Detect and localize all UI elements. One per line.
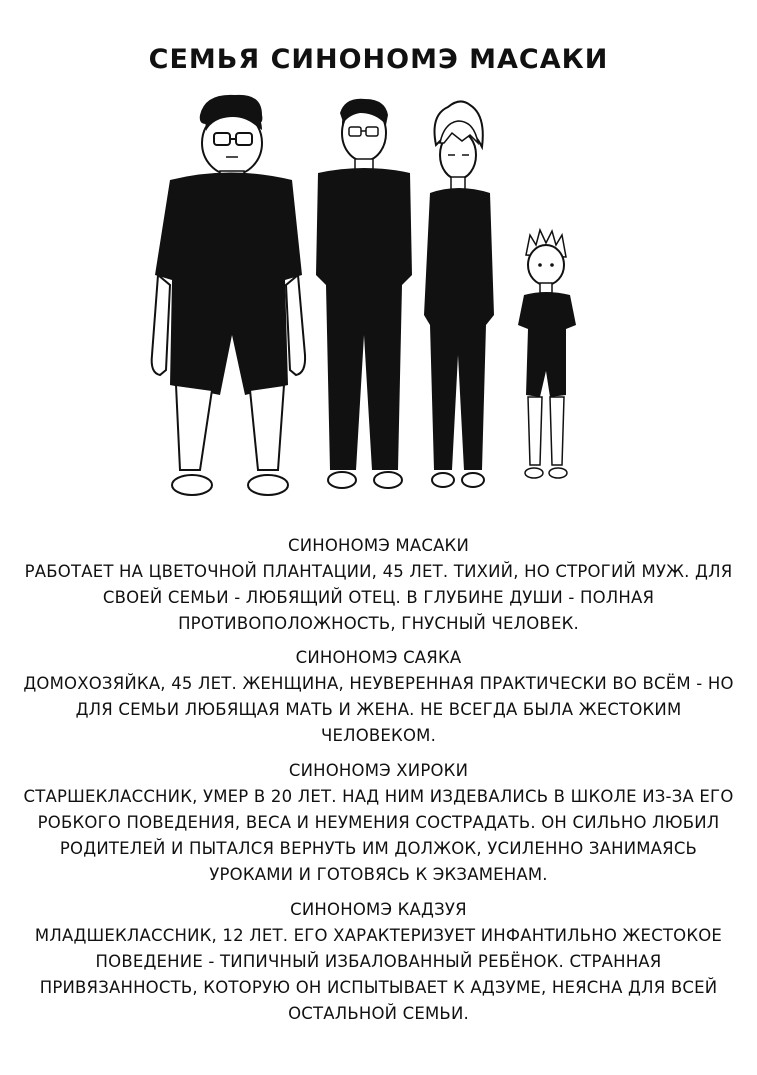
- figure-thin-man: [316, 99, 412, 488]
- character-name: СИНОНОМЭ САЯКА: [295, 648, 462, 667]
- family-illustration: [0, 85, 757, 515]
- character-name: СИНОНОМЭ ХИРОКИ: [288, 761, 469, 780]
- character-description: РАБОТАЕТ НА ЦВЕТОЧНОЙ ПЛАНТАЦИИ, 45 ЛЕТ. ТИХИЙ, НО СТРОГИЙ МУЖ. ДЛЯ СВОЕЙ СЕМЬИ - ЛЮБЯЩИЙ ОТЕЦ. В ГЛУБИНЕ ДУШИ - ПОЛНАЯ ПРОТИВОПОЛОЖНОСТЬ, ГНУСНЫЙ ЧЕЛОВЕК.: [24, 562, 733, 633]
- character-entry-kazuya: [20, 897, 737, 1027]
- page-title: СЕМЬЯ СИНОНОМЭ МАСАКИ: [148, 44, 609, 75]
- figure-large-man: [152, 95, 305, 495]
- character-entry-sayaka: [20, 645, 737, 749]
- character-entry-hiroki: [20, 758, 737, 888]
- character-entry-masaki: [20, 533, 737, 637]
- character-description: ДОМОХОЗЯЙКА, 45 ЛЕТ. ЖЕНЩИНА, НЕУВЕРЕННАЯ ПРАКТИЧЕСКИ ВО ВСЁМ - НО ДЛЯ СЕМЬИ ЛЮБЯЩАЯ МАТЬ И ЖЕНА. НЕ ВСЕГДА БЫЛА ЖЕСТОКИМ ЧЕЛОВЕКОМ.: [23, 674, 734, 745]
- character-name: СИНОНОМЭ МАСАКИ: [287, 536, 470, 555]
- character-description: МЛАДШЕКЛАССНИК, 12 ЛЕТ. ЕГО ХАРАКТЕРИЗУЕТ ИНФАНТИЛЬНО ЖЕСТОКОЕ ПОВЕДЕНИЕ - ТИПИЧНЫЙ ИЗБАЛОВАННЫЙ РЕБЁНОК. СТРАННАЯ ПРИВЯЗАННОСТЬ, КОТОРУЮ ОН ИСПЫТЫВАЕТ К АДЗУМЕ, НЕЯСНА ДЛЯ ВСЕЙ ОСТАЛЬНОЙ СЕМЬИ.: [34, 926, 723, 1023]
- figure-woman: [424, 101, 494, 487]
- character-name: СИНОНОМЭ КАДЗУЯ: [290, 900, 467, 919]
- character-description: СТАРШЕКЛАССНИК, УМЕР В 20 ЛЕТ. НАД НИМ ИЗДЕВАЛИСЬ В ШКОЛЕ ИЗ-ЗА ЕГО РОБКОГО ПОВЕДЕНИЯ, ВЕСА И НЕУМЕНИЯ СОСТРАДАТЬ. ОН СИЛЬНО ЛЮБИЛ РОДИТЕЛЕЙ И ПЫТАЛСЯ ВЕРНУТЬ ИМ ДОЛЖОК, УСИЛЕННО ЗАНИМАЯСЬ УРОКАМИ И ГОТОВЯСЬ К ЭКЗАМЕНАМ.: [23, 787, 734, 884]
- figure-boy: [518, 230, 576, 478]
